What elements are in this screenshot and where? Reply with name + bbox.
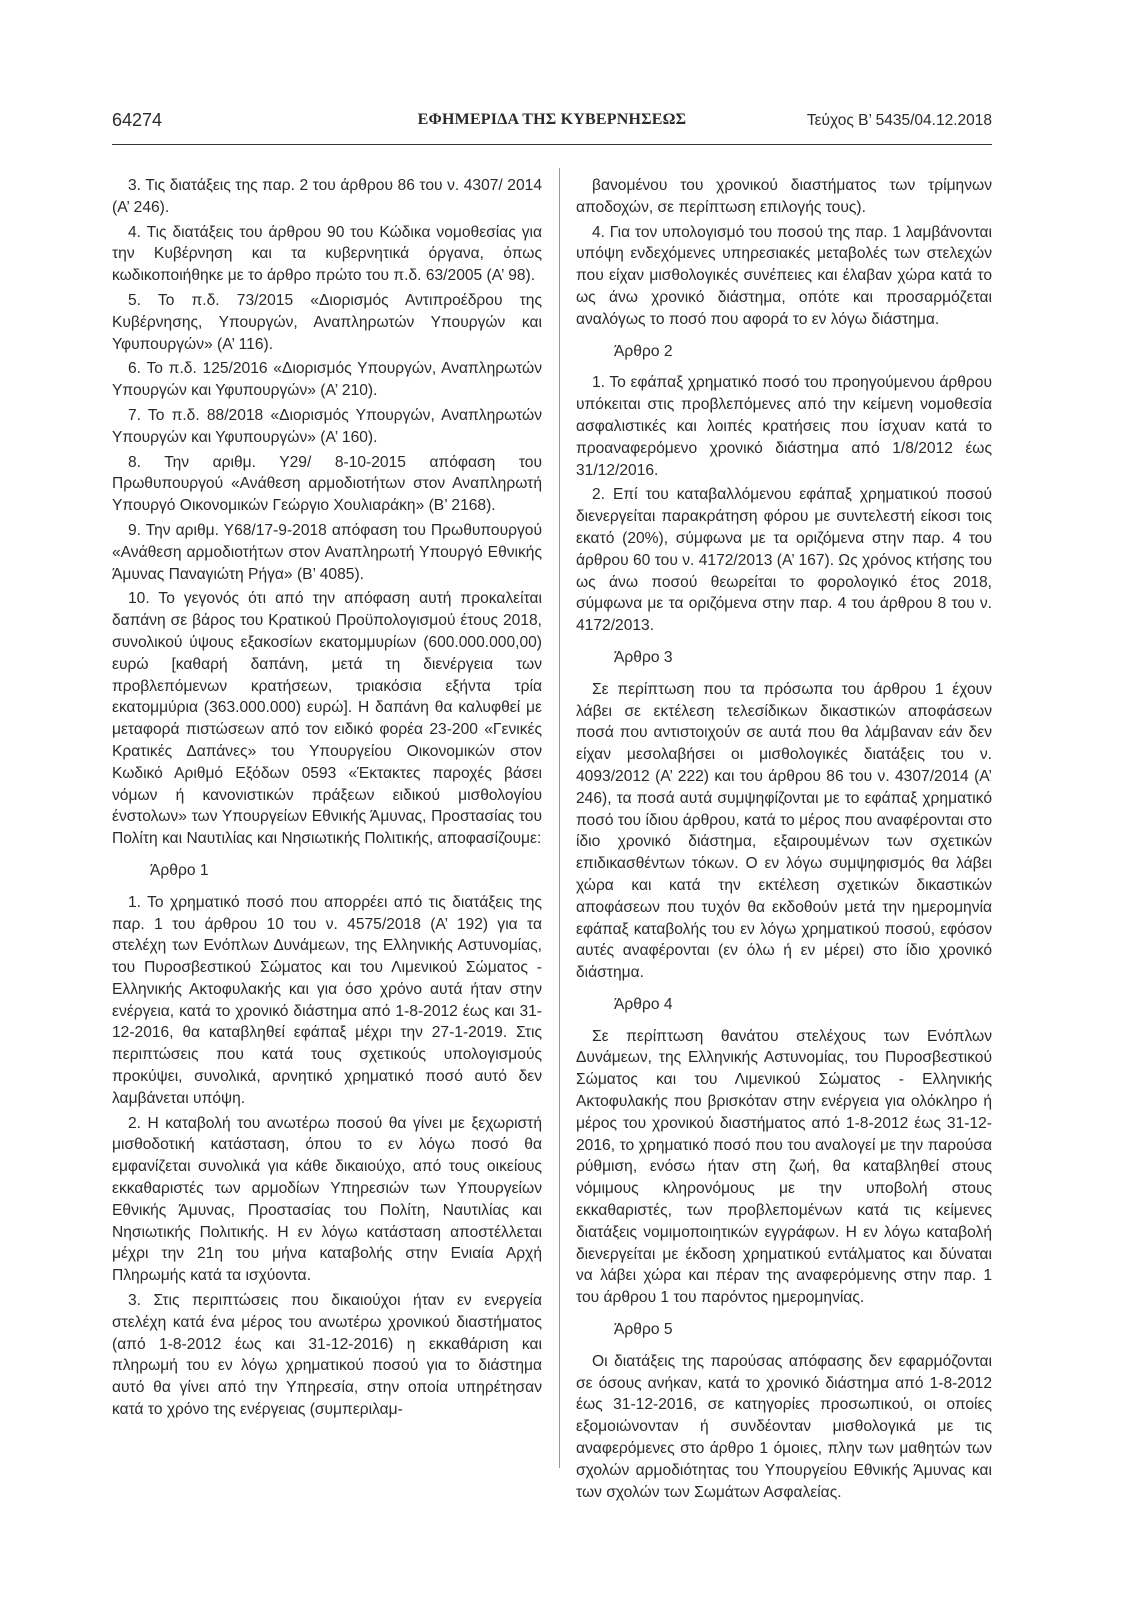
paragraph: Οι διατάξεις της παρούσας απόφασης δεν εφαρμόζονται σε όσους ανήκαν, κατά το χρονικό διάστημα από 1-8-2012 έως 31-12-2016, σε κατηγορίες προσωπικού, οι οποίες εξομοιώνονταν ή συνδέονταν μισθολογικά με τις αναφερόμενες στο άρθρο 1 όμοιες, πλην των μαθητών των σχολών αρμοδιότητας του Υπουργείου Εθνικής Άμυνας και των σχολών των Σωμάτων Ασφαλείας. bbox=[576, 1352, 992, 1501]
article-heading: Άρθρο 3 bbox=[614, 648, 673, 666]
paragraph: 3. Τις διατάξεις της παρ. 2 του άρθρου 86 του ν. 4307/ 2014 (Α’ 246). bbox=[112, 177, 542, 216]
paragraph: 8. Την αριθμ. Υ29/ 8-10-2015 απόφαση του Πρωθυπουργού «Ανάθεση αρμοδιοτήτων στον Αναπληρωτή Υπουργό Οικονομικών Γεώργιο Χουλιαράκη» (Β’ 2168). bbox=[112, 453, 542, 515]
paragraph: 7. Το π.δ. 88/2018 «Διορισμός Υπουργών, Αναπληρωτών Υπουργών και Υφυπουργών» (Α’ 160). bbox=[112, 406, 542, 446]
article-heading: Άρθρο 4 bbox=[614, 995, 673, 1013]
paragraph: 9. Την αριθμ. Υ68/17-9-2018 απόφαση του Πρωθυπουργού «Ανάθεση αρμοδιοτήτων στον Αναπληρωτή Υπουργό Εθνικής Άμυνας Παναγιώτη Ρήγα» (Β’ 4085). bbox=[112, 521, 542, 583]
paragraph: 1. Το εφάπαξ χρηματικό ποσό του προηγούμενου άρθρου υπόκειται στις προβλεπόμενες από την κείμενη νομοθεσία ασφαλιστικές και λοιπές κρατήσεις που ίσχυαν κατά το προαναφερόμενο χρονικό διάστημα από 1/8/2012 έως 31/12/2016. bbox=[576, 374, 992, 479]
paragraph: 4. Για τον υπολογισμό του ποσού της παρ. 1 λαμβάνονται υπόψη ενδεχόμενες υπηρεσιακές μεταβολές των στελεχών που είχαν μισθολογικές συνέπειες και έλαβαν χώρα κατά το ως άνω χρονικό διάστημα, οπότε και προσαρμόζεται αναλόγως το ποσό που αφορά το εν λόγω διάστημα. bbox=[576, 223, 992, 328]
header-divider bbox=[112, 144, 992, 145]
paragraph: 4. Τις διατάξεις του άρθρου 90 του Κώδικα νομοθεσίας για την Κυβέρνηση και τα κυβερνητικά όργανα, όπως κωδικοποιήθηκε με το άρθρο πρώτο του π.δ. 63/2005 (Α’ 98). bbox=[112, 223, 542, 285]
issue-info: Τεύχος Β’ 5435/04.12.2018 bbox=[806, 112, 992, 129]
paragraph: 3. Στις περιπτώσεις που δικαιούχοι ήταν εν ενεργεία στελέχη κατά ένα μέρος του ανωτέρω χρονικού διαστήματος (από 1-8-2012 έως και 31-12-2016) η εκκαθάριση και πληρωμή του εν λόγω χρηματικού ποσού για το διάστημα αυτό θα γίνει από την Υπηρεσία, στην οποία υπηρέτησαν κατά το χρόνο της ενέργειας (συμπεριλαμ- bbox=[112, 1292, 542, 1419]
paragraph: 2. Η καταβολή του ανωτέρω ποσού θα γίνει με ξεχωριστή μισθοδοτική κατάσταση, όπου το εν λόγω ποσό θα εμφανίζεται συνολικά για κάθε δικαιούχο, από τους οικείους εκκαθαριστές των αρμοδίων Υπηρεσιών των Υπουργείων Εθνικής Άμυνας, Προστασίας του Πολίτη, Ναυτιλίας και Νησιωτικής Πολιτικής. Η εν λόγω κατάσταση αποστέλλεται μέχρι την 21η του μήνα καταβολής στην Ενιαία Αρχή Πληρωμής κατά τα ισχύοντα. bbox=[112, 1114, 542, 1285]
paragraph: 6. Το π.δ. 125/2016 «Διορισμός Υπουργών, Αναπληρωτών Υπουργών και Υφυπουργών» (Α’ 210). bbox=[112, 360, 542, 400]
column-divider bbox=[559, 168, 560, 1468]
article-heading: Άρθρο 5 bbox=[614, 1321, 673, 1339]
gazette-title: ΕΦΗΜΕΡΙΔΑ ΤΗΣ ΚΥΒΕΡΝΗΣΕΩΣ bbox=[417, 111, 687, 128]
left-column bbox=[112, 175, 542, 1424]
paragraph: Σε περίπτωση θανάτου στελέχους των Ενόπλων Δυνάμεων, της Ελληνικής Αστυνομίας, του Πυροσβεστικού Σώματος και του Λιμενικού Σώματος - Ελληνικής Ακτοφυλακής που βρισκόταν στην ενέργεια για ολόκληρο ή μέρος του χρονικού διαστήματος από 1-8-2012 έως 31-12-2016, το χρηματικό ποσό που του αναλογεί με την παρούσα ρύθμιση, ενόσω ήταν στη ζωή, θα καταβληθεί στους νόμιμους κληρονόμους με την υποβολή στους εκκαθαριστές, των προβλεπομένων κατά τις κείμενες διατάξεις νομιμοποιητικών εγγράφων. Η εν λόγω καταβολή διενεργείται με έκδοση χρηματικού εντάλματος και δύναται να λάβει χώρα και πέραν της αναφερόμενης στην παρ. 1 του άρθρου 1 του παρόντος ημερομηνίας. bbox=[576, 1027, 992, 1307]
paragraph: 2. Επί του καταβαλλόμενου εφάπαξ χρηματικού ποσού διενεργείται παρακράτηση φόρου με συντελεστή είκοσι τοις εκατό (20%), σύμφωνα με τα οριζόμενα στην παρ. 4 του άρθρου 60 του ν. 4172/2013 (Α’ 167). Ως χρόνος κτήσης του ως άνω ποσού θεωρείται το φορολογικό έτος 2018, σύμφωνα με τα οριζόμενα στην παρ. 4 του άρθρου 8 του ν. 4172/2013. bbox=[576, 486, 992, 635]
paragraph: βανομένου του χρονικού διαστήματος των τρίμηνων αποδοχών, σε περίπτωση επιλογής τους). bbox=[576, 177, 992, 216]
article-heading: Άρθρο 1 bbox=[150, 861, 209, 879]
page-number: 64274 bbox=[112, 110, 163, 130]
paragraph: 1. Το χρηματικό ποσό που απορρέει από τις διατάξεις της παρ. 1 του άρθρου 10 του ν. 4575/2018 (Α’ 192) για τα στελέχη των Ενόπλων Δυνάμεων, της Ελληνικής Αστυνομίας, του Πυροσβεστικού Σώματος και του Λιμενικού Σώματος - Ελληνικής Ακτοφυλακής και για όσο χρόνο αυτά ήταν στην ενέργεια, κατά το χρονικό διάστημα από 1-8-2012 έως και 31-12-2016, θα καταβληθεί εφάπαξ μέχρι την 27-1-2019. Στις περιπτώσεις που κατά τους σχετικούς υπολογισμούς προκύψει, συνολικά, αρνητικό χρηματικό ποσό αυτό δεν λαμβάνεται υπόψη. bbox=[112, 893, 542, 1107]
paragraph: 10. Το γεγονός ότι από την απόφαση αυτή προκαλείται δαπάνη σε βάρος του Κρατικού Προϋπολογισμού έτους 2018, συνολικού ύψους εξακοσίων εκατομμυρίων (600.000.000,00) ευρώ [καθαρή δαπάνη, μετά τη διενέργεια των προβλεπόμενων κρατήσεων, τριακόσια εξήντα τρία εκατομμύρια (363.000.000) ευρώ]. Η δαπάνη θα καλυφθεί με μεταφορά πιστώσεων από τον ειδικό φορέα 23-200 «Γενικές Κρατικές Δαπάνες» του Υπουργείου Οικονομικών στον Κωδικό Αριθμό Εξόδων 0593 «Έκτακτες παροχές βάσει νόμων ή κανονιστικών πράξεων ειδικού μισθολογίου ένστολων» των Υπουργείων Εθνικής Άμυνας, Προστασίας του Πολίτη και Ναυτιλίας και Νησιωτικής Πολιτικής, αποφασίζουμε: bbox=[112, 590, 542, 848]
paragraph: 5. Το π.δ. 73/2015 «Διορισμός Αντιπροέδρου της Κυβέρνησης, Υπουργών, Αναπληρωτών Υπουργών και Υφυπουργών» (Α’ 116). bbox=[112, 291, 542, 353]
paragraph: Σε περίπτωση που τα πρόσωπα του άρθρου 1 έχουν λάβει σε εκτέλεση τελεσίδικων δικαστικών αποφάσεων ποσά που αντιστοιχούν σε αυτά που θα λάμβαναν εάν δεν είχαν μεσολαβήσει οι μισθολογικές διατάξεις του ν. 4093/2012 (Α’ 222) και του άρθρου 86 του ν. 4307/2014 (Α’ 246), τα ποσά αυτά συμψηφίζονται με το εφάπαξ χρηματικό ποσό του ίδιου άρθρου, κατά το μέρος που αναφέρονται στο ίδιο χρονικό διάστημα, εξαιρουμένων των σχετικών επιδικασθέντων τόκων. Ο εν λόγω συμψηφισμός θα λάβει χώρα και κατά την εκτέλεση σχετικών δικαστικών αποφάσεων που τυχόν θα εκδοθούν μετά την ημερομηνία εφάπαξ καταβολής του εν λόγω χρηματικού ποσού, εφόσον αυτές αναφέρονται (εν όλω ή εν μέρει) στο ίδιο χρονικό διάστημα. bbox=[576, 680, 992, 982]
page-header bbox=[112, 108, 992, 138]
right-column bbox=[576, 175, 992, 1506]
article-heading: Άρθρο 2 bbox=[614, 342, 673, 360]
